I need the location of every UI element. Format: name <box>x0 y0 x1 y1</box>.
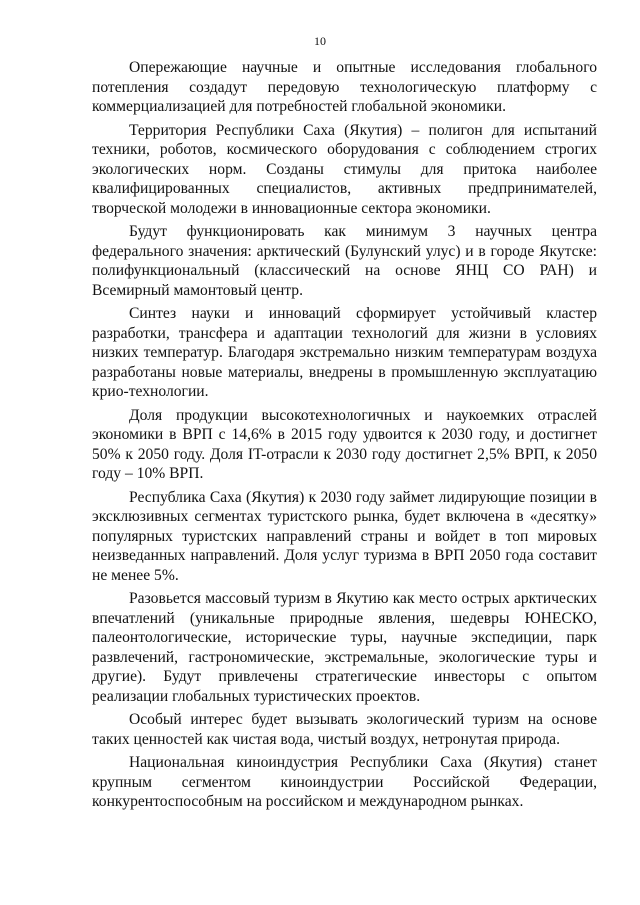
paragraph-high-tech-share: Доля продукции высокотехнологичных и наукоемких отраслей экономики в ВРП с 14,6% в 2015 году удвоится к 2030 году, и достигнет 50% к 2050 году. Доля IT-отрасли к 2030 году достигнет 2,5% ВРП, к 2050 году – 10% ВРП. <box>92 406 597 482</box>
document-body <box>92 58 597 816</box>
paragraph-science-centers: Будут функционировать как минимум 3 научных центра федерального значения: арктический (Булунский улус) и в городе Якутске: полифункциональный (классический на основе ЯНЦ СО РАН) и Всемирный мамонтовый центр. <box>92 223 597 299</box>
paragraph-innovation-cluster: Синтез науки и инноваций сформирует устойчивый кластер разработки, трансфера и адаптации технологий для жизни в условиях низких температур. Благодаря экстремально низким температурам воздуха разработаны новые материалы, внедрены в промышленную эксплуатацию крио-технологии. <box>92 305 597 400</box>
paragraph-research: Опережающие научные и опытные исследования глобального потепления создадут передовую технологическую платформу с коммерциализацией для потребностей глобальной экономики. <box>92 59 597 115</box>
paragraph-film-industry: Национальная киноиндустрия Республики Саха (Якутия) станет крупным сегментом киноиндустрии Российской Федерации, конкурентоспособным на российском и международном рынках. <box>92 754 597 810</box>
paragraph-testing-ground: Территория Республики Саха (Якутия) – полигон для испытаний техники, роботов, космического оборудования с соблюдением строгих экологических норм. Созданы стимулы для притока наиболее квалифицированных специалистов, активных предпринимателей, творческой молодежи в инновационные сектора экономики. <box>92 121 597 217</box>
paragraph-eco-tourism: Особый интерес будет вызывать экологический туризм на основе таких ценностей как чистая вода, чистый воздух, нетронутая природа. <box>92 711 597 748</box>
paragraph-mass-tourism: Разовьется массовый туризм в Якутию как место острых арктических впечатлений (уникальные природные явления, шедевры ЮНЕСКО, палеонтологические, исторические туры, научные экспедиции, парк развлечений, гастрономические, экстремальные, экологические туры и другие). Будут привлечены стратегические инвесторы с опытом реализации глобальных туристических проектов. <box>92 590 597 705</box>
page-number: 10 <box>314 34 326 48</box>
paragraph-tourism-market: Республика Саха (Якутия) к 2030 году займет лидирующие позиции в эксклюзивных сегментах туристского рынка, будет включена в «десятку» популярных туристских направлений страны и войдет в топ мировых неизведанных направлений. Доля услуг туризма в ВРП 2050 года составит не менее 5%. <box>92 488 597 584</box>
